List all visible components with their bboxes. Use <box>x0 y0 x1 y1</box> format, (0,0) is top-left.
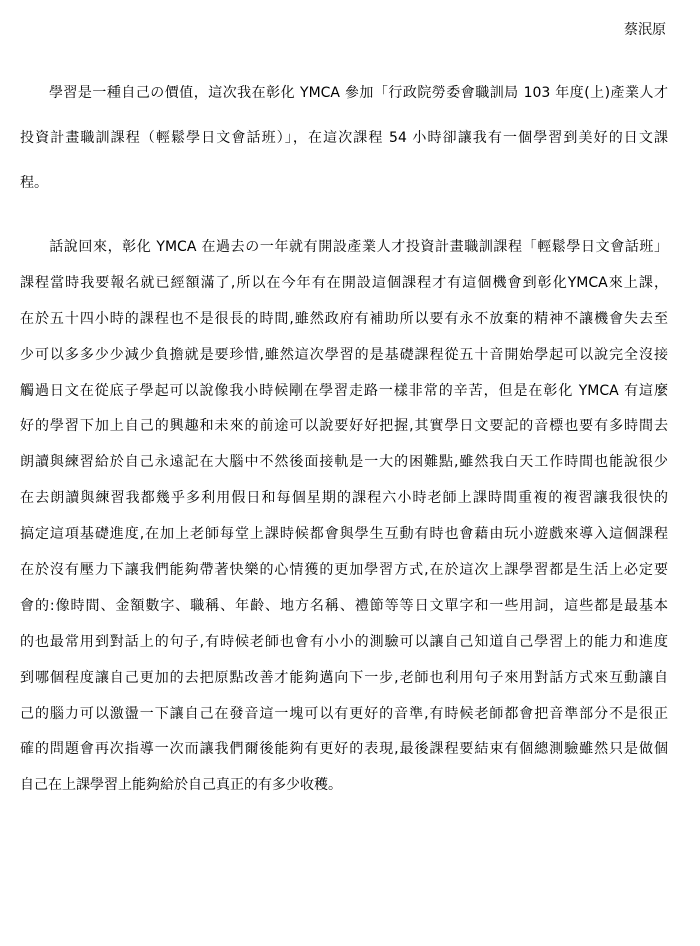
paragraph-line: 話說回來，彰化 YMCA 在過去の一年就有開設產業人才投資計畫職訓課程「輕鬆學日文會話班」 <box>20 239 668 255</box>
paragraph-line: 在於沒有壓力下讓我們能夠帶著快樂的心情獲的更加學習方式,在於這次上課學習都是生活上必定要 <box>20 562 668 579</box>
paragraph-line: 會的:像時間、金額數字、職稱、年齡、地方名稱、禮節等等日文單字和一些用詞，這些都是最基本 <box>20 597 668 614</box>
paragraph-line: 投資計畫職訓課程（輕鬆學日文會話班）」，在這次課程 54 小時卻讓我有一個學習到美好的日文課 <box>20 130 668 146</box>
paragraph-line: 少可以多多少少減少負擔就是要珍惜,雖然這次學習的是基礎課程從五十音開始學起可以說完全沒接 <box>20 346 668 363</box>
paragraph-line: 程。 <box>20 175 48 191</box>
paragraph-line: 的也最常用到對話上的句子,有時候老師也會有小小的測驗可以讓自己知道自己學習上的能力和進度 <box>20 633 668 650</box>
author-name: 蔡泯原 <box>624 22 666 38</box>
paragraph-line: 搞定這項基礎進度,在加上老師每堂上課時候都會與學生互動有時也會藉由玩小遊戲來導入這個課程 <box>20 526 668 543</box>
paragraph-line: 在去朗讀與練習我都幾乎多利用假日和每個星期的課程六小時老師上課時間重複的複習讓我很快的 <box>20 490 668 507</box>
paragraph-line: 學習是一種自己の價值，這次我在彰化 YMCA 參加「行政院勞委會職訓局 103 年度(上)產業人才 <box>20 85 668 101</box>
paragraph-1 <box>20 82 668 217</box>
paragraph-2 <box>20 236 668 810</box>
paragraph-line: 自己在上課學習上能夠給於自己真正的有多少收穫。 <box>20 777 342 794</box>
paragraph-line: 課程當時我要報名就已經額滿了,所以在今年有在開設這個課程才有這個機會到彰化YMCA來上課， <box>20 274 668 291</box>
paragraph-line: 觸過日文在從底子學起可以說像我小時候剛在學習走路一樣非常的辛苦，但是在彰化 YMCA 有這麼 <box>20 382 668 399</box>
paragraph-line: 己的腦力可以激盪一下讓自己在發音這一塊可以有更好的音準,有時候老師都會把音準部分不是很正 <box>20 705 668 722</box>
paragraph-line: 好的學習下加上自己的興趣和未來的前途可以說要好好把握,其實學日文要記的音標也要有多時間去 <box>20 418 668 435</box>
paragraph-line: 到哪個程度讓自己更加的去把原點改善才能夠邁向下一步,老師也利用句子來用對話方式來互動讓自 <box>20 669 668 686</box>
paragraph-line: 朗讀與練習給於自己永遠記在大腦中不然後面接軌是一大的困難點,雖然我白天工作時間也能說很少 <box>20 454 668 471</box>
paragraph-line: 在於五十四小時的課程也不是很長的時間,雖然政府有補助所以要有永不放棄的精神不讓機會失去至 <box>20 310 668 327</box>
paragraph-line: 確的問題會再次指導一次而讓我們爾後能夠有更好的表現,最後課程要結束有個總測驗雖然只是做個 <box>20 741 668 758</box>
